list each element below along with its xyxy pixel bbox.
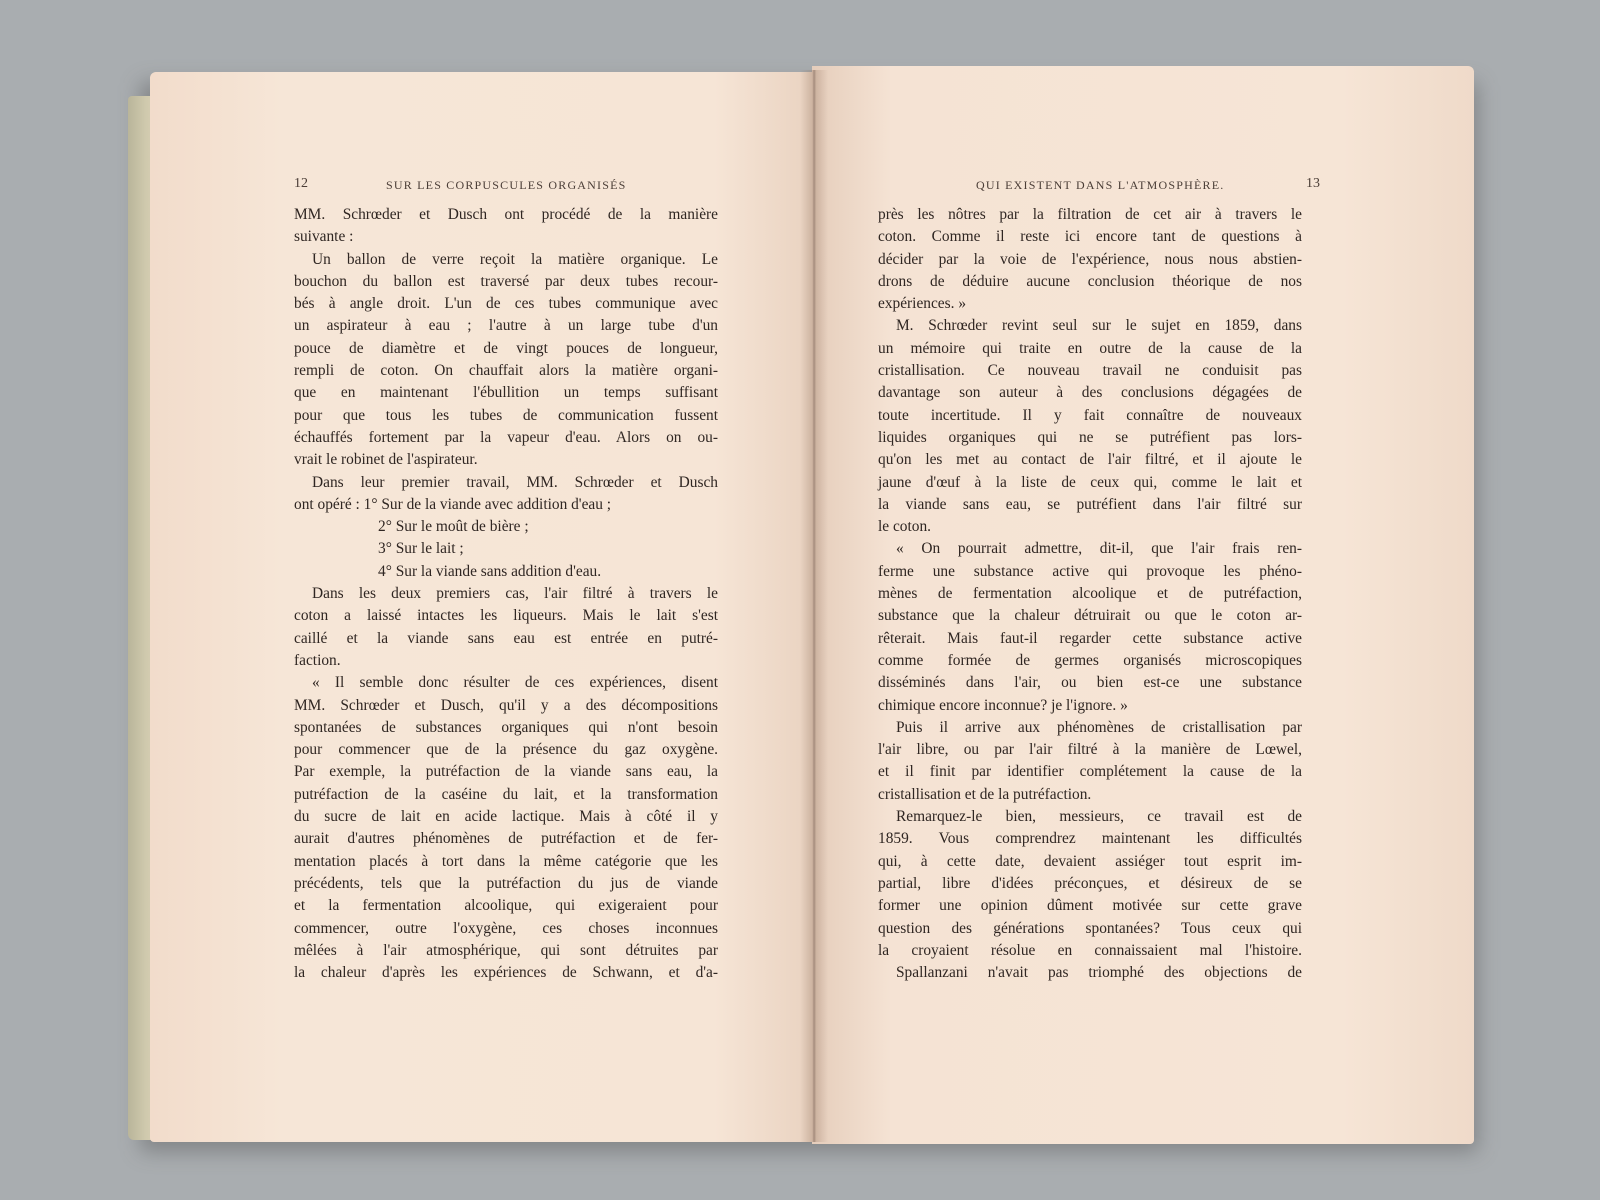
text-line: spontanées de substances organiques qui n'ont besoin bbox=[294, 718, 718, 736]
text-line: toute incertitude. Il y fait connaître de nouveaux bbox=[878, 406, 1302, 424]
text-line: Remarquez-le bien, messieurs, ce travail est de bbox=[896, 808, 1302, 826]
text-line: coton a laissé intactes les liqueurs. Mais le lait s'est bbox=[294, 607, 718, 625]
text-line: comme formée de germes organisés microscopiques bbox=[878, 651, 1302, 669]
text-line: former une opinion dûment motivée sur cette grave bbox=[878, 897, 1302, 915]
book-gutter bbox=[800, 70, 828, 1142]
text-line: l'air libre, ou par l'air filtré à la manière de Lœwel, bbox=[878, 741, 1302, 759]
text-line: caillé et la viande sans eau est entrée en putré- bbox=[294, 629, 718, 647]
text-line: davantage son auteur à des conclusions dégagées de bbox=[878, 384, 1302, 402]
text-line: mentation placés à tort dans la même catégorie que les bbox=[294, 852, 718, 870]
text-line: ont opéré : 1° Sur de la viande avec addition d'eau ; bbox=[294, 495, 612, 513]
text-line: la viande sans eau, se putréfient dans l'air filtré sur bbox=[878, 495, 1302, 513]
text-line: commencer, outre l'oxygène, ces choses inconnues bbox=[294, 919, 718, 937]
text-line: la croyaient résolue en connaissaient mal l'histoire. bbox=[878, 941, 1302, 959]
text-line: précédents, tels que la putréfaction du jus de viande bbox=[294, 874, 718, 892]
text-line: MM. Schrœder et Dusch ont procédé de la manière bbox=[294, 206, 718, 223]
text-line: 3° Sur le lait ; bbox=[378, 540, 464, 558]
text-line: près les nôtres par la filtration de cet air à travers le bbox=[878, 206, 1302, 223]
text-line: partial, libre d'idées préconçues, et désireux de se bbox=[878, 874, 1302, 892]
text-line: rêterait. Mais faut-il regarder cette substance active bbox=[878, 629, 1302, 647]
text-line: du sucre de lait en acide lactique. Mais à côté il y bbox=[294, 808, 718, 826]
text-line: pour commencer que de la présence du gaz oxygène. bbox=[294, 741, 718, 759]
right-running-head: QUI EXISTENT DANS L'ATMOSPHÈRE. bbox=[976, 178, 1225, 192]
right-page-body-text bbox=[878, 204, 1302, 984]
text-line: Puis il arrive aux phénomènes de cristallisation par bbox=[896, 718, 1302, 736]
text-line: « Il semble donc résulter de ces expériences, disent bbox=[312, 674, 718, 692]
left-running-head: SUR LES CORPUSCULES ORGANISÉS bbox=[386, 178, 627, 192]
text-line: un aspirateur à eau ; l'autre à un large tube d'un bbox=[294, 317, 718, 335]
text-line: cristallisation et de la putréfaction. bbox=[878, 785, 1092, 803]
text-line: faction. bbox=[294, 651, 341, 669]
text-line: rempli de coton. On chauffait alors la matière organi- bbox=[294, 362, 718, 380]
text-line: ferme une substance active qui provoque les phéno- bbox=[878, 562, 1302, 580]
text-line: pour que tous les tubes de communication fussent bbox=[294, 406, 718, 424]
text-line: bouchon du ballon est traversé par deux tubes recour- bbox=[294, 272, 718, 290]
text-line: 1859. Vous comprendrez maintenant les difficultés bbox=[878, 830, 1302, 848]
text-line: 4° Sur la viande sans addition d'eau. bbox=[378, 562, 602, 580]
text-line: le coton. bbox=[878, 518, 931, 536]
text-line: expériences. » bbox=[878, 295, 967, 313]
text-line: Par exemple, la putréfaction de la viande sans eau, la bbox=[294, 763, 718, 781]
text-line: MM. Schrœder et Dusch, qu'il y a des décompositions bbox=[294, 696, 718, 714]
text-line: qui, à cette date, devaient assiéger tout esprit im- bbox=[878, 852, 1302, 870]
text-line: 2° Sur le moût de bière ; bbox=[378, 518, 529, 536]
text-line: jaune d'œuf à la liste de ceux qui, comme le lait et bbox=[878, 473, 1302, 491]
text-line: décider par la voie de l'expérience, nous nous abstien- bbox=[878, 250, 1302, 268]
right-page-number: 13 bbox=[1306, 176, 1320, 191]
text-line: suivante : bbox=[294, 228, 354, 246]
text-line: la chaleur d'après les expériences de Schwann, et d'a- bbox=[294, 964, 718, 982]
text-line: échauffés fortement par la vapeur d'eau. Alors on ou- bbox=[294, 428, 718, 446]
text-line: un mémoire qui traite en outre de la cause de la bbox=[878, 339, 1302, 357]
text-line: chimique encore inconnue? je l'ignore. » bbox=[878, 696, 1128, 714]
text-line: mêlées à l'air atmosphérique, qui sont détruites par bbox=[294, 941, 718, 959]
left-page-body-text bbox=[294, 204, 718, 984]
text-line: drons de déduire aucune conclusion théorique de nos bbox=[878, 272, 1302, 290]
text-line: « On pourrait admettre, dit-il, que l'air frais ren- bbox=[896, 540, 1302, 558]
text-line: mènes de fermentation alcoolique et de putréfaction, bbox=[878, 585, 1302, 603]
left-page-number: 12 bbox=[294, 176, 308, 191]
text-line: bés à angle droit. L'un de ces tubes communique avec bbox=[294, 295, 718, 313]
text-line: Un ballon de verre reçoit la matière organique. Le bbox=[312, 250, 718, 268]
text-line: Dans les deux premiers cas, l'air filtré à travers le bbox=[312, 585, 718, 603]
text-line: M. Schrœder revint seul sur le sujet en 1859, dans bbox=[896, 317, 1302, 335]
text-line: aurait d'autres phénomènes de putréfaction et de fer- bbox=[294, 830, 718, 848]
text-line: substance que la chaleur détruirait ou que le coton ar- bbox=[878, 607, 1302, 625]
text-line: vrait le robinet de l'aspirateur. bbox=[294, 451, 478, 469]
text-line: et il finit par identifier complétement la cause de la bbox=[878, 763, 1302, 781]
text-line: Dans leur premier travail, MM. Schrœder et Dusch bbox=[312, 473, 718, 491]
text-line: putréfaction de la caséine du lait, et la transformation bbox=[294, 785, 718, 803]
text-line: que en maintenant l'ébullition un temps suffisant bbox=[294, 384, 718, 402]
text-line: disséminés dans l'air, ou bien est-ce une substance bbox=[878, 674, 1302, 692]
text-line: question des générations spontanées? Tous ceux qui bbox=[878, 919, 1302, 937]
text-line: et la fermentation alcoolique, qui exigeraient pour bbox=[294, 897, 718, 915]
text-line: cristallisation. Ce nouveau travail ne conduisit pas bbox=[878, 362, 1302, 380]
text-line: liquides organiques qui ne se putréfient pas lors- bbox=[878, 428, 1302, 446]
text-line: Spallanzani n'avait pas triomphé des objections de bbox=[896, 964, 1302, 982]
text-line: coton. Comme il reste ici encore tant de questions à bbox=[878, 228, 1302, 246]
text-line: pouce de diamètre et de vingt pouces de longueur, bbox=[294, 339, 718, 357]
text-line: qu'on les met au contact de l'air filtré, et il ajoute le bbox=[878, 451, 1302, 469]
